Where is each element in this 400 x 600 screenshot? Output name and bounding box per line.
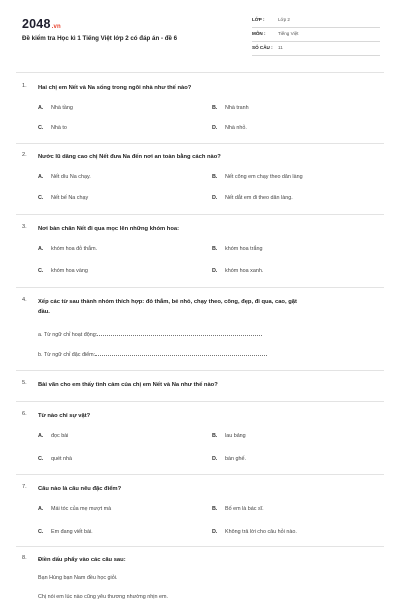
option-letter: B. xyxy=(212,174,218,180)
answer-blank[interactable] xyxy=(95,350,267,356)
option-text: quét nhà xyxy=(51,456,72,462)
option-text: khóm hoa vàng xyxy=(51,268,88,274)
fill-label: a. Từ ngữ chỉ hoạt động: xyxy=(38,332,98,338)
question-text: Xếp các từ sau thành nhóm thích hợp: đỏ thắm, bé nhỏ, chạy theo, cõng, đẹp, đi qua, cao, gặt xyxy=(38,299,297,305)
option-letter: D. xyxy=(212,456,218,462)
option-text: Nhà nhỏ. xyxy=(225,125,247,131)
option-c[interactable] xyxy=(38,456,72,462)
sentence-line: Chị nói em lúc nào cũng yêu thương nhường nhịn em. xyxy=(38,594,168,600)
question-7 xyxy=(22,484,378,544)
option-d[interactable] xyxy=(212,268,263,274)
question-text: Hai chị em Nết và Na sống trong ngôi nhà như thế nào? xyxy=(38,85,192,91)
option-letter: D. xyxy=(212,195,218,201)
question-number: 8. xyxy=(22,555,27,561)
option-letter: B. xyxy=(212,246,218,252)
divider xyxy=(16,72,384,73)
option-text: Nết bế Na chạy xyxy=(51,195,89,201)
option-c[interactable] xyxy=(38,268,88,274)
option-b[interactable] xyxy=(212,105,249,111)
meta-row-subject xyxy=(252,28,380,42)
meta-row-count xyxy=(252,42,380,56)
question-3 xyxy=(22,224,378,284)
divider xyxy=(16,546,384,547)
option-d[interactable] xyxy=(212,195,293,201)
option-text: Không trả lời cho câu hỏi nào. xyxy=(225,529,297,535)
option-text: khóm hoa trắng xyxy=(225,246,263,252)
option-text: Nhà tranh xyxy=(225,105,249,111)
option-d[interactable] xyxy=(212,529,297,535)
option-letter: C. xyxy=(38,529,44,535)
divider xyxy=(16,401,384,402)
logo-text: 2048 xyxy=(22,17,51,31)
option-letter: C. xyxy=(38,268,44,274)
question-number: 5. xyxy=(22,380,27,386)
question-number: 1. xyxy=(22,83,27,89)
divider xyxy=(16,474,384,475)
option-text: khóm hoa đỏ thắm. xyxy=(51,246,98,252)
option-text: Nhà tầng xyxy=(51,105,73,111)
meta-row-class xyxy=(252,14,380,28)
option-c[interactable] xyxy=(38,195,88,201)
meta-label: SỐ CÂU : xyxy=(252,44,273,50)
option-text: Nhà to xyxy=(51,125,67,131)
question-number: 2. xyxy=(22,152,27,158)
option-b[interactable] xyxy=(212,174,303,180)
option-d[interactable] xyxy=(212,125,247,131)
fill-line-b xyxy=(38,350,267,358)
question-text-continued: đầu. xyxy=(38,309,50,315)
question-text: Nước lũ dâng cao chị Nết đưa Na đến nơi an toàn bằng cách nào? xyxy=(38,154,221,160)
answer-blank[interactable] xyxy=(97,330,262,336)
question-5 xyxy=(22,380,378,400)
option-a[interactable] xyxy=(38,433,68,439)
divider xyxy=(16,287,384,288)
fill-label: b. Từ ngữ chỉ đặc điểm: xyxy=(38,352,96,358)
divider xyxy=(16,370,384,371)
option-text: lau bảng xyxy=(225,433,246,439)
option-text: Mái tóc của mẹ mượt mà xyxy=(51,506,112,512)
option-a[interactable] xyxy=(38,105,73,111)
meta-label: MÔN : xyxy=(252,30,266,36)
option-text: Nết cõng em chạy theo dân làng xyxy=(225,174,303,180)
option-text: Em đang viết bài. xyxy=(51,529,93,535)
option-letter: C. xyxy=(38,125,44,131)
question-4 xyxy=(22,297,378,367)
question-6 xyxy=(22,411,378,471)
question-1 xyxy=(22,83,378,143)
option-text: Nết dìu Na chạy. xyxy=(51,174,91,180)
option-letter: A. xyxy=(38,105,44,111)
option-text: Bố em là bác sĩ. xyxy=(225,506,264,512)
option-letter: A. xyxy=(38,174,44,180)
option-text: bàn ghế. xyxy=(225,456,246,462)
question-text: Từ nào chỉ sự vật? xyxy=(38,413,91,419)
divider xyxy=(16,143,384,144)
option-letter: B. xyxy=(212,433,218,439)
option-b[interactable] xyxy=(212,506,264,512)
logo[interactable] xyxy=(22,17,61,31)
fill-line-a xyxy=(38,330,262,338)
option-c[interactable] xyxy=(38,529,93,535)
option-a[interactable] xyxy=(38,174,91,180)
sentence-line: Bạn Hùng bạn Nam đều học giỏi. xyxy=(38,575,118,581)
page-title: Đề kiểm tra Học kì 1 Tiếng Việt lớp 2 có đáp án - đề 6 xyxy=(22,35,178,42)
option-letter: A. xyxy=(38,433,44,439)
logo-suffix: .vn xyxy=(51,24,61,30)
option-a[interactable] xyxy=(38,246,97,252)
question-number: 4. xyxy=(22,297,27,303)
option-letter: C. xyxy=(38,456,44,462)
header xyxy=(22,14,380,60)
option-letter: D. xyxy=(212,125,218,131)
meta-value: Tiếng Việt xyxy=(278,30,299,36)
option-b[interactable] xyxy=(212,246,262,252)
option-a[interactable] xyxy=(38,506,111,512)
option-letter: D. xyxy=(212,268,218,274)
option-text: đọc bài xyxy=(51,433,69,439)
question-text: Điền dấu phẩy vào các câu sau: xyxy=(38,557,126,563)
option-text: Nết dắt em đi theo dân làng. xyxy=(225,195,293,201)
option-letter: A. xyxy=(38,246,44,252)
divider xyxy=(16,214,384,215)
option-letter: D. xyxy=(212,529,218,535)
option-d[interactable] xyxy=(212,456,246,462)
meta-panel xyxy=(252,14,380,56)
option-letter: B. xyxy=(212,105,218,111)
question-number: 3. xyxy=(22,224,27,230)
option-b[interactable] xyxy=(212,433,246,439)
question-text: Câu nào là câu nêu đặc điểm? xyxy=(38,486,122,492)
question-number: 7. xyxy=(22,484,27,490)
question-text: Bài văn cho em thấy tình cảm của chị em Nết và Na như thế nào? xyxy=(38,382,218,388)
option-letter: C. xyxy=(38,195,44,201)
meta-label: LỚP : xyxy=(252,16,265,22)
question-text: Nơi bàn chân Nết đi qua mọc lên những khóm hoa: xyxy=(38,226,180,232)
option-c[interactable] xyxy=(38,125,67,131)
question-8 xyxy=(22,555,378,600)
option-text: khóm hoa xanh. xyxy=(225,268,264,274)
meta-value: 11 xyxy=(278,44,283,50)
meta-value: Lớp 2 xyxy=(278,16,290,22)
question-2 xyxy=(22,152,378,212)
question-number: 6. xyxy=(22,411,27,417)
option-letter: A. xyxy=(38,506,44,512)
option-letter: B. xyxy=(212,506,218,512)
